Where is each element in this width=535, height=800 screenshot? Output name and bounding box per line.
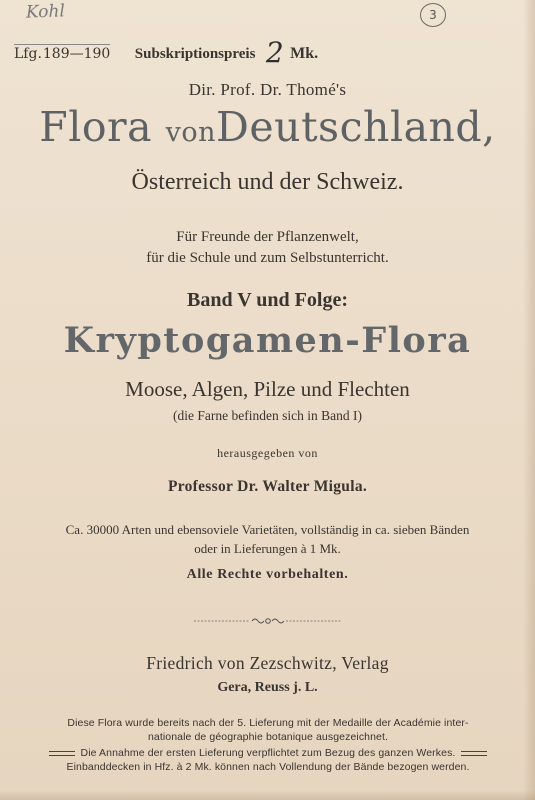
volume-subtitle: Moose, Algen, Pilze und Flechten [125,377,410,401]
footer-award-note [18,716,518,744]
main-title-von: von [165,117,217,148]
species-info-line-1: Ca. 30000 Arten und ebensoviele Varietäten, vollständig in ca. sieben Bänden [65,522,470,537]
double-rule-left [49,751,75,756]
footer-line-1: Diese Flora wurde bereits nach der 5. Lieferung mit der Medaille der Académie inter- [67,717,469,729]
description-line-2: für die Schule und zum Selbstunterricht. [146,250,389,266]
main-title-deutschland: Deutschland, [216,103,496,151]
description-line-1: Für Freunde der Pflanzenwelt, [176,229,359,245]
double-rule-right [461,751,487,756]
pencil-annotation: Kohl [25,1,66,23]
ornament-divider [194,616,342,626]
author-line: Dir. Prof. Dr. Thomé's [188,80,347,99]
main-title [0,103,535,151]
editor-name: Professor Dr. Walter Migula. [167,478,368,495]
footer-binding-note: Einbanddecken in Hfz. à 2 Mk. können nach Vollendung der Bände bezogen werden. [66,761,470,773]
species-info [0,520,535,558]
rights-notice: Alle Rechte vorbehalten. [186,567,349,582]
page-edge-shadow-bottom [0,790,535,800]
subtitle: Österreich und der Schweiz. [131,169,404,195]
publisher-name: Friedrich von Zezschwitz, Verlag [146,653,389,673]
subscription-price-label: Subskriptionspreis [134,46,256,62]
issue-label: Lfg. [14,46,42,62]
price-currency: Mk. [290,45,319,62]
issue-number-box [14,44,110,62]
volume-label: Band V und Folge: [187,289,348,311]
footer-line-3: Die Annahme der ersten Lieferung verpflichtet zum Bezug des ganzen Werkes. [80,747,456,759]
circled-number-annotation: 3 [420,3,446,27]
species-info-line-2: oder in Lieferungen à 1 Mk. [194,541,341,556]
publisher-place: Gera, Reuss j. L. [217,680,318,695]
volume-title: Kryptogamen-Flora [63,320,472,361]
footer-subscription-note [18,746,518,760]
editor-label: herausgegeben von [217,446,318,460]
volume-note: (die Farne befinden sich in Band I) [173,408,362,423]
issue-numbers: 189—190 [42,46,111,62]
main-title-flora: Flora [39,103,153,151]
issue-price-line [14,32,319,69]
footer-line-2: nationale de géographie botanique ausgezeichnet. [147,731,389,743]
description [0,227,535,269]
handwritten-price: 2 [265,36,284,69]
